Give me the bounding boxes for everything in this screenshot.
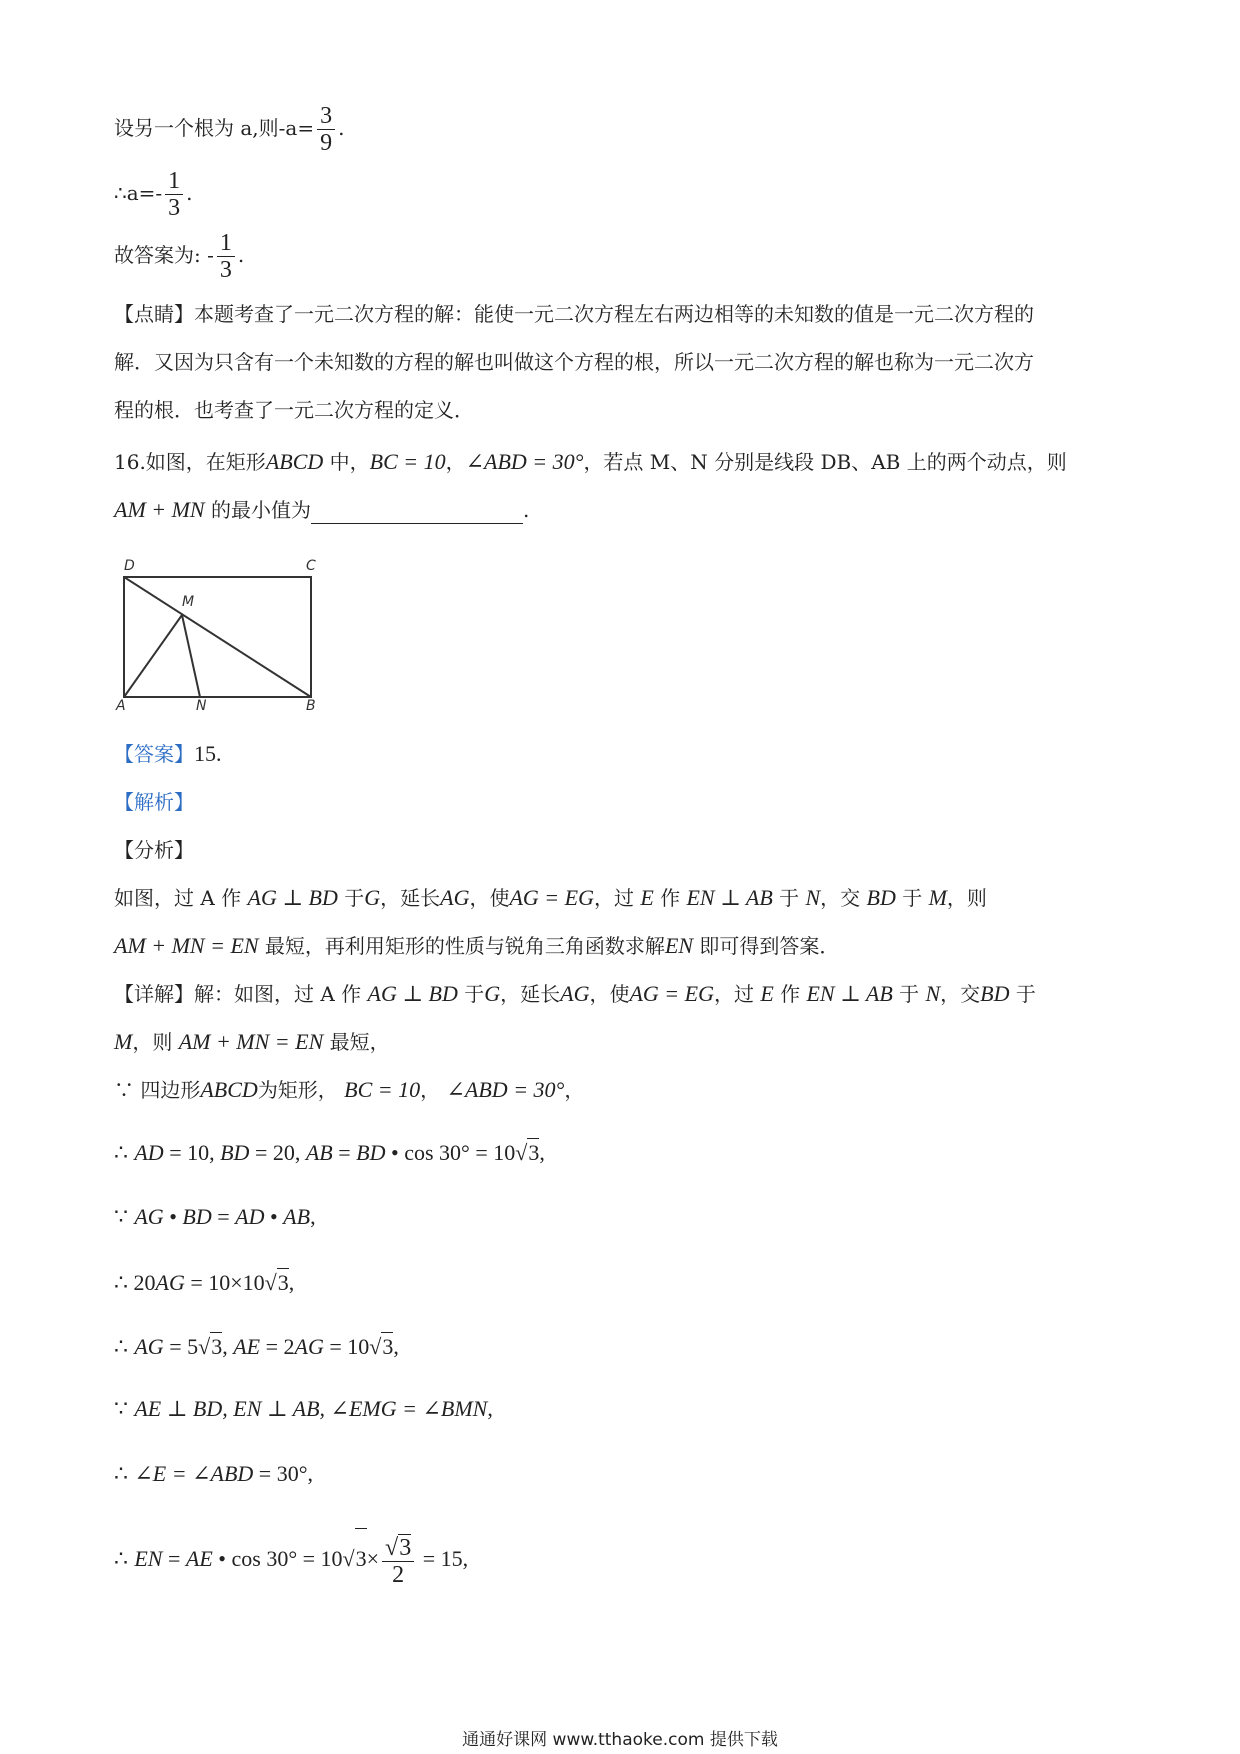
detail-line-2 — [114, 1028, 390, 1056]
math: AG — [134, 1204, 164, 1229]
math: • — [264, 1204, 284, 1229]
diagonal-db — [124, 577, 311, 697]
math: ∴ — [114, 1461, 128, 1486]
math: AD — [134, 1140, 164, 1165]
text: ，延长 — [380, 886, 441, 910]
math: , — [487, 1396, 493, 1421]
label-c: C — [306, 558, 316, 574]
text: 程的根．也考查了一元二次方程的定义． — [114, 398, 474, 422]
math: ∴ — [114, 1546, 128, 1571]
text: 【详解】解：如图，过 A 作 — [114, 982, 362, 1006]
text: 作 — [660, 886, 681, 910]
denominator: 3 — [168, 195, 181, 221]
sqrt-symbol: √ — [342, 1546, 355, 1571]
math: = 2 — [260, 1334, 295, 1359]
math: BC = 10 — [344, 1077, 421, 1102]
numerator: 1 — [217, 230, 235, 257]
math: ABCD — [200, 1077, 258, 1102]
text: ， — [564, 1078, 585, 1102]
rectangle-figure — [110, 550, 340, 710]
analysis-line-2 — [114, 932, 839, 960]
text: . — [338, 116, 345, 140]
math: EN — [664, 933, 694, 958]
math: , — [222, 1334, 234, 1359]
question-16-line-2 — [114, 496, 529, 524]
math: AE ⊥ BD, EN ⊥ AB, ∠EMG = ∠BMN — [134, 1396, 488, 1421]
math: BD — [356, 1140, 386, 1165]
text: 为矩形， — [257, 1078, 338, 1102]
segment-mn — [182, 615, 200, 697]
math: • cos 30° = 10 — [212, 1546, 343, 1571]
math: = 5 — [163, 1334, 199, 1359]
math: AE — [233, 1334, 261, 1359]
text: . — [237, 243, 245, 267]
math: AM + MN = EN — [114, 933, 259, 958]
label-b: B — [306, 698, 316, 710]
note-line-3 — [114, 396, 474, 424]
math: ABCD — [265, 449, 324, 474]
math: = — [211, 1204, 236, 1229]
text: ，若点 M、N 分别是线段 DB、AB 上的两个动点，则 — [583, 450, 1067, 474]
answer-line — [114, 740, 222, 768]
math: = 30°, — [253, 1461, 313, 1486]
numerator — [382, 1534, 414, 1562]
label-n: N — [196, 698, 207, 710]
math: ∴ — [114, 1140, 128, 1165]
math: AG — [560, 981, 590, 1006]
math: • — [163, 1204, 183, 1229]
math: EN — [134, 1546, 163, 1571]
fraction — [382, 1534, 414, 1588]
math: AE — [185, 1546, 213, 1571]
text: ，过 — [713, 982, 754, 1006]
text: 如图，过 A 作 — [114, 886, 242, 910]
text: ， — [420, 1078, 441, 1102]
step-7 — [114, 1460, 313, 1488]
text: 于 — [899, 982, 920, 1006]
text: 最短，再利用矩形的性质与锐角三角函数求解 — [258, 934, 665, 958]
math: N — [805, 885, 821, 910]
text: 16.如图，在矩形 — [114, 450, 266, 474]
note-line-1 — [114, 300, 1034, 328]
sqrt-symbol: √ — [369, 1334, 382, 1359]
text: ，交 — [940, 982, 981, 1006]
sqrt-radicand: 3 — [277, 1270, 289, 1295]
math: , — [288, 1270, 295, 1295]
math: ∠E = ∠ABD — [134, 1461, 254, 1486]
answer-blank — [311, 503, 523, 524]
math: AG — [155, 1270, 185, 1295]
math: • cos 30° = 10 — [385, 1140, 516, 1165]
text: ，使 — [589, 982, 630, 1006]
math: ∠ABD = 30° — [446, 1077, 565, 1102]
math: × — [366, 1546, 380, 1571]
math: AD — [235, 1204, 265, 1229]
math: AM + MN — [114, 497, 205, 522]
text: ，交 — [820, 886, 861, 910]
text: ∴a=- — [114, 181, 163, 205]
numerator: 3 — [317, 103, 335, 130]
math: ∵ — [114, 1396, 128, 1421]
math: AG — [440, 885, 470, 910]
math: = 10, — [163, 1140, 221, 1165]
text: ，则 — [132, 1030, 173, 1054]
math: AB — [283, 1204, 311, 1229]
step-3 — [114, 1203, 316, 1231]
page-footer: 通通好课网 www.tthaoke.com 提供下载 — [462, 1730, 778, 1750]
sqrt-radicand: 3 — [399, 1534, 412, 1561]
text: . — [186, 181, 193, 205]
math: ∵ — [114, 1204, 128, 1229]
text: ∵ 四边形 — [114, 1078, 201, 1102]
math: E — [760, 981, 774, 1006]
sqrt-symbol: √ — [198, 1334, 211, 1359]
math: AB — [305, 1140, 333, 1165]
math: ∴ — [114, 1334, 128, 1359]
fraction — [165, 168, 183, 221]
text: 于 — [779, 886, 800, 910]
text: 解．又因为只含有一个未知数的方程的解也叫做这个方程的根，所以一元二次方程的解也称为一元二次方 — [114, 350, 1034, 374]
step-4 — [114, 1268, 294, 1297]
math: AM + MN = EN — [178, 1029, 324, 1054]
math: AG ⊥ BD — [367, 981, 458, 1006]
answer-tag: 【答案】 — [114, 742, 194, 766]
text: 于 — [344, 886, 365, 910]
math: AG — [294, 1334, 324, 1359]
note-line-2 — [114, 348, 1034, 376]
math: G — [364, 885, 381, 910]
text: 最短， — [323, 1030, 390, 1054]
text: 作 — [780, 982, 801, 1006]
text: . — [522, 498, 530, 522]
segment-am — [124, 615, 182, 697]
text: 即可得到答案． — [693, 934, 840, 958]
math: M — [928, 885, 947, 910]
step-8 — [114, 1528, 468, 1588]
math: , — [393, 1334, 399, 1359]
analysis-line-1 — [114, 884, 987, 912]
math: AG — [134, 1334, 164, 1359]
step-5 — [114, 1332, 399, 1361]
line-2 — [114, 168, 193, 221]
sqrt-radicand: 3 — [211, 1334, 223, 1359]
math: AG ⊥ BD — [247, 885, 338, 910]
text: ，过 — [593, 886, 634, 910]
fenxi-tag: 【分析】 — [114, 838, 194, 862]
math: G — [484, 981, 501, 1006]
text: 于 — [1015, 982, 1036, 1006]
math: ∠ABD = 30° — [465, 449, 584, 474]
math: BD — [220, 1140, 250, 1165]
text: ，延长 — [500, 982, 561, 1006]
math: BC = 10 — [369, 449, 446, 474]
text: ，使 — [469, 886, 510, 910]
sqrt-radicand: 3 — [382, 1334, 394, 1359]
jiexi-tag: 【解析】 — [114, 790, 194, 814]
step-1 — [114, 1076, 584, 1104]
label-d: D — [124, 558, 135, 574]
denominator: 3 — [219, 257, 232, 283]
sqrt-radicand: 3 — [528, 1140, 540, 1165]
math: ∴ 20 — [114, 1270, 156, 1295]
math: E — [640, 885, 654, 910]
math: = 10×10 — [184, 1270, 265, 1295]
numerator: 1 — [165, 168, 183, 195]
math: = — [162, 1546, 186, 1571]
text: ， — [445, 450, 466, 474]
math: = 15, — [417, 1546, 469, 1571]
answer-value: 15. — [194, 741, 222, 766]
math: , — [310, 1204, 316, 1229]
denominator: 2 — [392, 1561, 405, 1588]
step-6 — [114, 1395, 493, 1423]
text: 的最小值为 — [204, 498, 311, 522]
text: 故答案为: - — [114, 243, 214, 267]
fenxi-line — [114, 836, 194, 864]
math: BD — [182, 1204, 212, 1229]
math: N — [925, 981, 941, 1006]
step-2 — [114, 1138, 545, 1167]
denominator: 9 — [320, 130, 333, 156]
math: BD — [980, 981, 1010, 1006]
text: 【点睛】本题考查了一元二次方程的解：能使一元二次方程左右两边相等的未知数的值是一元二次方程的 — [114, 302, 1034, 326]
sqrt-symbol: √ — [515, 1140, 528, 1165]
line-1 — [114, 103, 344, 156]
label-a: A — [116, 698, 126, 710]
text: 设另一个根为 a,则-a= — [114, 116, 315, 140]
math: BD — [866, 885, 896, 910]
question-16-line-1 — [114, 448, 1067, 476]
math: = 10 — [323, 1334, 370, 1359]
sqrt-radicand: 3 — [355, 1528, 367, 1589]
text: 于 — [902, 886, 923, 910]
math: M — [114, 1029, 133, 1054]
math: = 20, — [249, 1140, 306, 1165]
math: EN ⊥ AB — [806, 981, 893, 1006]
jiexi-line — [114, 788, 194, 816]
math: EN ⊥ AB — [686, 885, 773, 910]
text: 中， — [323, 450, 370, 474]
text: 于 — [464, 982, 485, 1006]
fraction — [317, 103, 335, 156]
text: ，则 — [946, 886, 987, 910]
label-m: M — [182, 594, 195, 610]
math: , — [539, 1140, 545, 1165]
math: AG = EG — [629, 981, 714, 1006]
line-3 — [114, 230, 244, 283]
detail-line-1 — [114, 980, 1036, 1008]
fraction — [217, 230, 235, 283]
sqrt-symbol: √ — [385, 1534, 399, 1561]
math: AG = EG — [509, 885, 594, 910]
math: = — [332, 1140, 357, 1165]
sqrt-symbol: √ — [264, 1270, 277, 1295]
